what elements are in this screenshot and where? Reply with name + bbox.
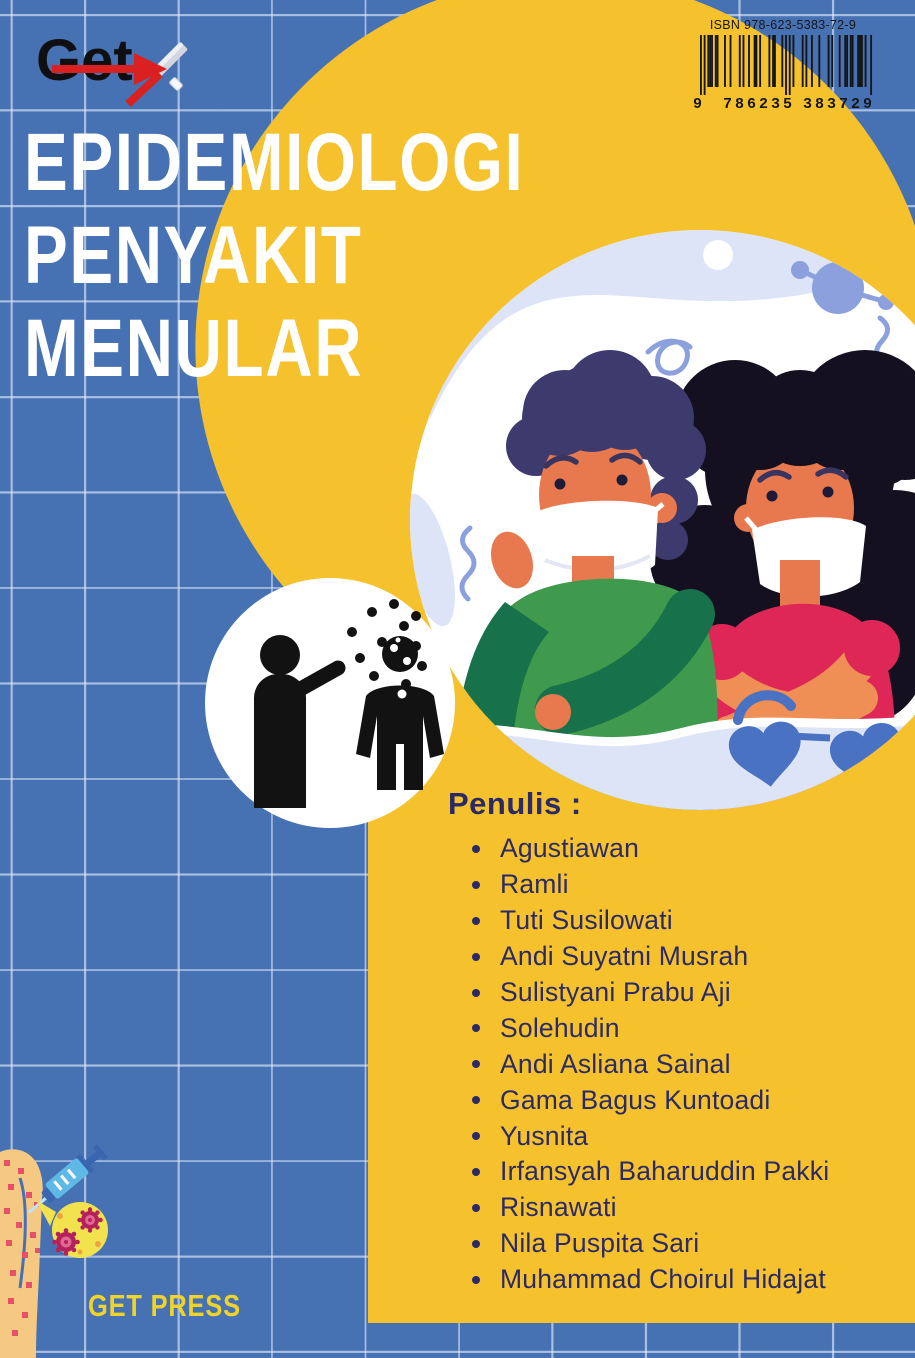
getpress-logo (26, 16, 201, 108)
white-dot (703, 240, 733, 270)
barcode-digits (693, 96, 876, 114)
bullet-dot (472, 1168, 480, 1176)
title-line: PENYAKIT (24, 210, 363, 301)
bullet-dot (472, 1276, 480, 1284)
barcode-digit-group: 383729 (803, 96, 876, 113)
bullet-dot (472, 881, 480, 889)
transmission-badge (205, 578, 455, 828)
man-hand (535, 694, 571, 730)
author-item: Nila Puspita Sari (448, 1226, 888, 1262)
authors-list (448, 831, 888, 1298)
germs-bubble-icon (36, 1200, 108, 1258)
author-item: Risnawati (448, 1190, 888, 1226)
vaccination-illustration (0, 1141, 109, 1358)
author-item: Muhammad Choirul Hidajat (448, 1262, 888, 1298)
author-item: Andi Asliana Sainal (448, 1046, 888, 1082)
logo-text: Get (36, 28, 133, 93)
title-line: EPIDEMIOLOGI (24, 117, 525, 208)
bullet-dot (472, 1024, 480, 1032)
barcode-digit-group: 9 (693, 96, 703, 113)
bullet-dot (472, 1060, 480, 1068)
isbn-block (690, 18, 880, 113)
bullet-dot (472, 1132, 480, 1140)
woman-sleeve (844, 620, 900, 676)
bullet-dot (472, 1240, 480, 1248)
bullet-dot (472, 953, 480, 961)
woman-neck (780, 560, 820, 608)
barcode (695, 35, 873, 95)
author-item: Yusnita (448, 1118, 888, 1154)
authors-heading: Penulis : (448, 786, 582, 821)
author-item: Solehudin (448, 1010, 888, 1046)
bullet-dot (472, 845, 480, 853)
author-item: Gama Bagus Kuntoadi (448, 1082, 888, 1118)
author-item: Ramli (448, 867, 888, 903)
author-item: Sulistyani Prabu Aji (448, 975, 888, 1011)
author-item: Tuti Susilowati (448, 903, 888, 939)
isbn-label: ISBN 978-623-5383-72-9 (709, 18, 857, 32)
bullet-dot (472, 1204, 480, 1212)
book-title (24, 116, 649, 395)
bullet-dot (472, 917, 480, 925)
publisher-name: GET PRESS (88, 1288, 241, 1323)
author-item: Irfansyah Baharuddin Pakki (448, 1154, 888, 1190)
barcode-digit-group: 786235 (723, 96, 796, 113)
virus-germ (77, 1207, 102, 1232)
title-line: MENULAR (24, 303, 364, 394)
author-item: Agustiawan (448, 831, 888, 867)
bullet-dot (472, 1096, 480, 1104)
bullet-dot (472, 989, 480, 997)
author-item: Andi Suyatni Musrah (448, 939, 888, 975)
authors-panel (448, 786, 888, 1298)
